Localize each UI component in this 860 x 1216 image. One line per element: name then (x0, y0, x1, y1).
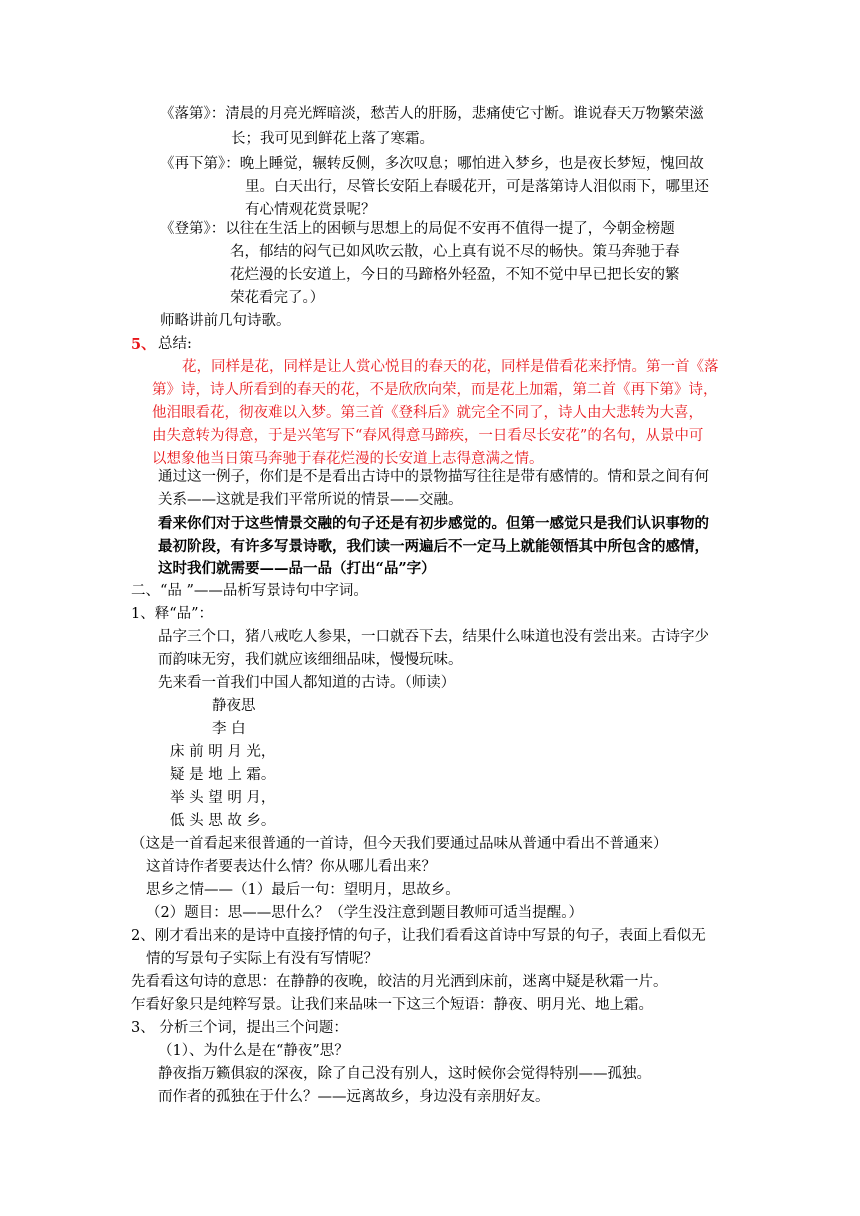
after-poem-line: （这是一首看起来很普通的一首诗，但今天我们要通过品味从普通中看出不普通来） (131, 836, 668, 852)
summary-red-line: 由失意转为得意，于是兴笔写下“春风得意马蹄疾，一日看尽长安花”的名句，从景中可 (152, 428, 704, 444)
item-1-line: 而韵味无穷，我们就应该细细品味，慢慢玩味。 (158, 652, 463, 668)
item-3-line: 静夜指万籁俱寂的深夜，除了自己没有别人，这时候你会觉得特别——孤独。 (158, 1066, 651, 1082)
item-2-line: 乍看好象只是纯粹写景。让我们来品味一下这三个短语：静夜、明月光、地上霜。 (131, 997, 653, 1013)
section-2-title: 二、“品 ”——品析写景诗句中字词。 (131, 583, 368, 599)
poem-line: 床 前 明 月 光， (170, 744, 276, 760)
item-2-line: 情的写景句子实际上有没有写情呢？ (146, 951, 378, 967)
item-1-title: 1、释“品”： (131, 606, 214, 622)
summary-red-line: 他泪眼看花，彻夜难以入梦。第三首《登科后》就完全不同了，诗人由大悲转为大喜， (152, 405, 703, 421)
summary-bold-line: 这时我们就需要——品一品（打出“品”字） (158, 560, 436, 577)
after-poem-line: 思乡之情——（1）最后一句：望明月，思故乡。 (146, 882, 460, 898)
summary-red-line: 以想象他当日策马奔驰于春花烂漫的长安道上志得意满之情。 (152, 451, 544, 467)
luodi-line: 《落第》：清晨的月亮光辉暗淡，愁苦人的肝肠，悲痛使它寸断。谁说春天万物繁荣滋 (160, 106, 704, 122)
dengdi-line: 花烂漫的长安道上，今日的马蹄格外轻盈，不知不觉中早已把长安的繁 (230, 267, 680, 283)
after-poem-line: （2）题目：思——思什么？（学生没注意到题目教师可适当提醒。） (146, 905, 583, 921)
poem-line: 举 头 望 明 月， (170, 790, 276, 806)
summary-text-line: 关系——这就是我们平常所说的情景——交融。 (158, 492, 463, 508)
dengdi-line: 荣花看完了。） (230, 290, 325, 306)
poem-line: 低 头 思 故 乡。 (170, 813, 276, 829)
summary-red-line: 花，同样是花，同样是让人赏心悦目的春天的花，同样是借看花来抒情。第一首《落 (182, 359, 719, 375)
item-3-line: 而作者的孤独在于什么？——远离故乡，身边没有亲朋好友。 (158, 1089, 550, 1105)
item-1-line: 先来看一首我们中国人都知道的古诗。（师读） (158, 675, 456, 691)
summary-label: 总结: (158, 336, 192, 352)
poem-title: 静夜思 (212, 698, 256, 714)
teacher-note: 师略讲前几句诗歌。 (160, 313, 291, 329)
poem-line: 疑 是 地 上 霜。 (170, 767, 276, 783)
dengdi-line: 名，郁结的闷气已如风吹云散，心上真有说不尽的畅快。策马奔驰于春 (230, 244, 680, 260)
summary-number: 5、 (131, 336, 156, 353)
poem-author: 李 白 (212, 721, 246, 737)
zaixia-line: 有心情观花赏景呢？ (245, 202, 376, 218)
summary-text-line: 通过这一例子，你们是不是看出古诗中的景物描写往往是带有感情的。情和景之间有何 (158, 469, 709, 485)
summary-red-line: 第》诗，诗人所看到的春天的花，不是欣欣向荣，而是花上加霜，第二首《再下第》诗， (152, 382, 718, 398)
item-3-line: （1）、为什么是在“静夜”思？ (158, 1043, 349, 1059)
item-2-line: 先看看这句诗的意思：在静静的夜晚，皎洁的月光洒到床前，迷离中疑是秋霜一片。 (131, 974, 668, 990)
item-1-line: 品字三个口，猪八戒吃人参果，一口就吞下去，结果什么味道也没有尝出来。古诗字少 (158, 629, 709, 645)
summary-bold-line: 看来你们对于这些情景交融的句子还是有初步感觉的。但第一感觉只是我们认识事物的 (158, 515, 709, 532)
after-poem-line: 这首诗作者要表达什么情？你从哪儿看出来？ (146, 859, 436, 875)
dengdi-line: 《登第》：以往在生活上的困顿与思想上的局促不安再不值得一提了，今朝金榜题 (160, 221, 675, 237)
zaixia-line: 《再下第》：晚上睡觉，辗转反侧，多次叹息；哪怕进入梦乡，也是夜长梦短，愧回故 (160, 156, 704, 172)
summary-bold-line: 最初阶段，有许多写景诗歌，我们读一两遍后不一定马上就能领悟其中所包含的感情， (158, 538, 709, 555)
zaixia-line: 里。白天出行，尽管长安陌上春暖花开，可是落第诗人泪似雨下，哪里还 (245, 179, 709, 195)
item-3-line: 3、 分析三个词，提出三个问题： (131, 1020, 348, 1036)
item-2-line: 2、刚才看出来的是诗中直接抒情的句子，让我们看看这首诗中写景的句子，表面上看似无 (131, 928, 706, 944)
luodi-line: 长；我可见到鲜花上落了寒霜。 (231, 131, 434, 147)
